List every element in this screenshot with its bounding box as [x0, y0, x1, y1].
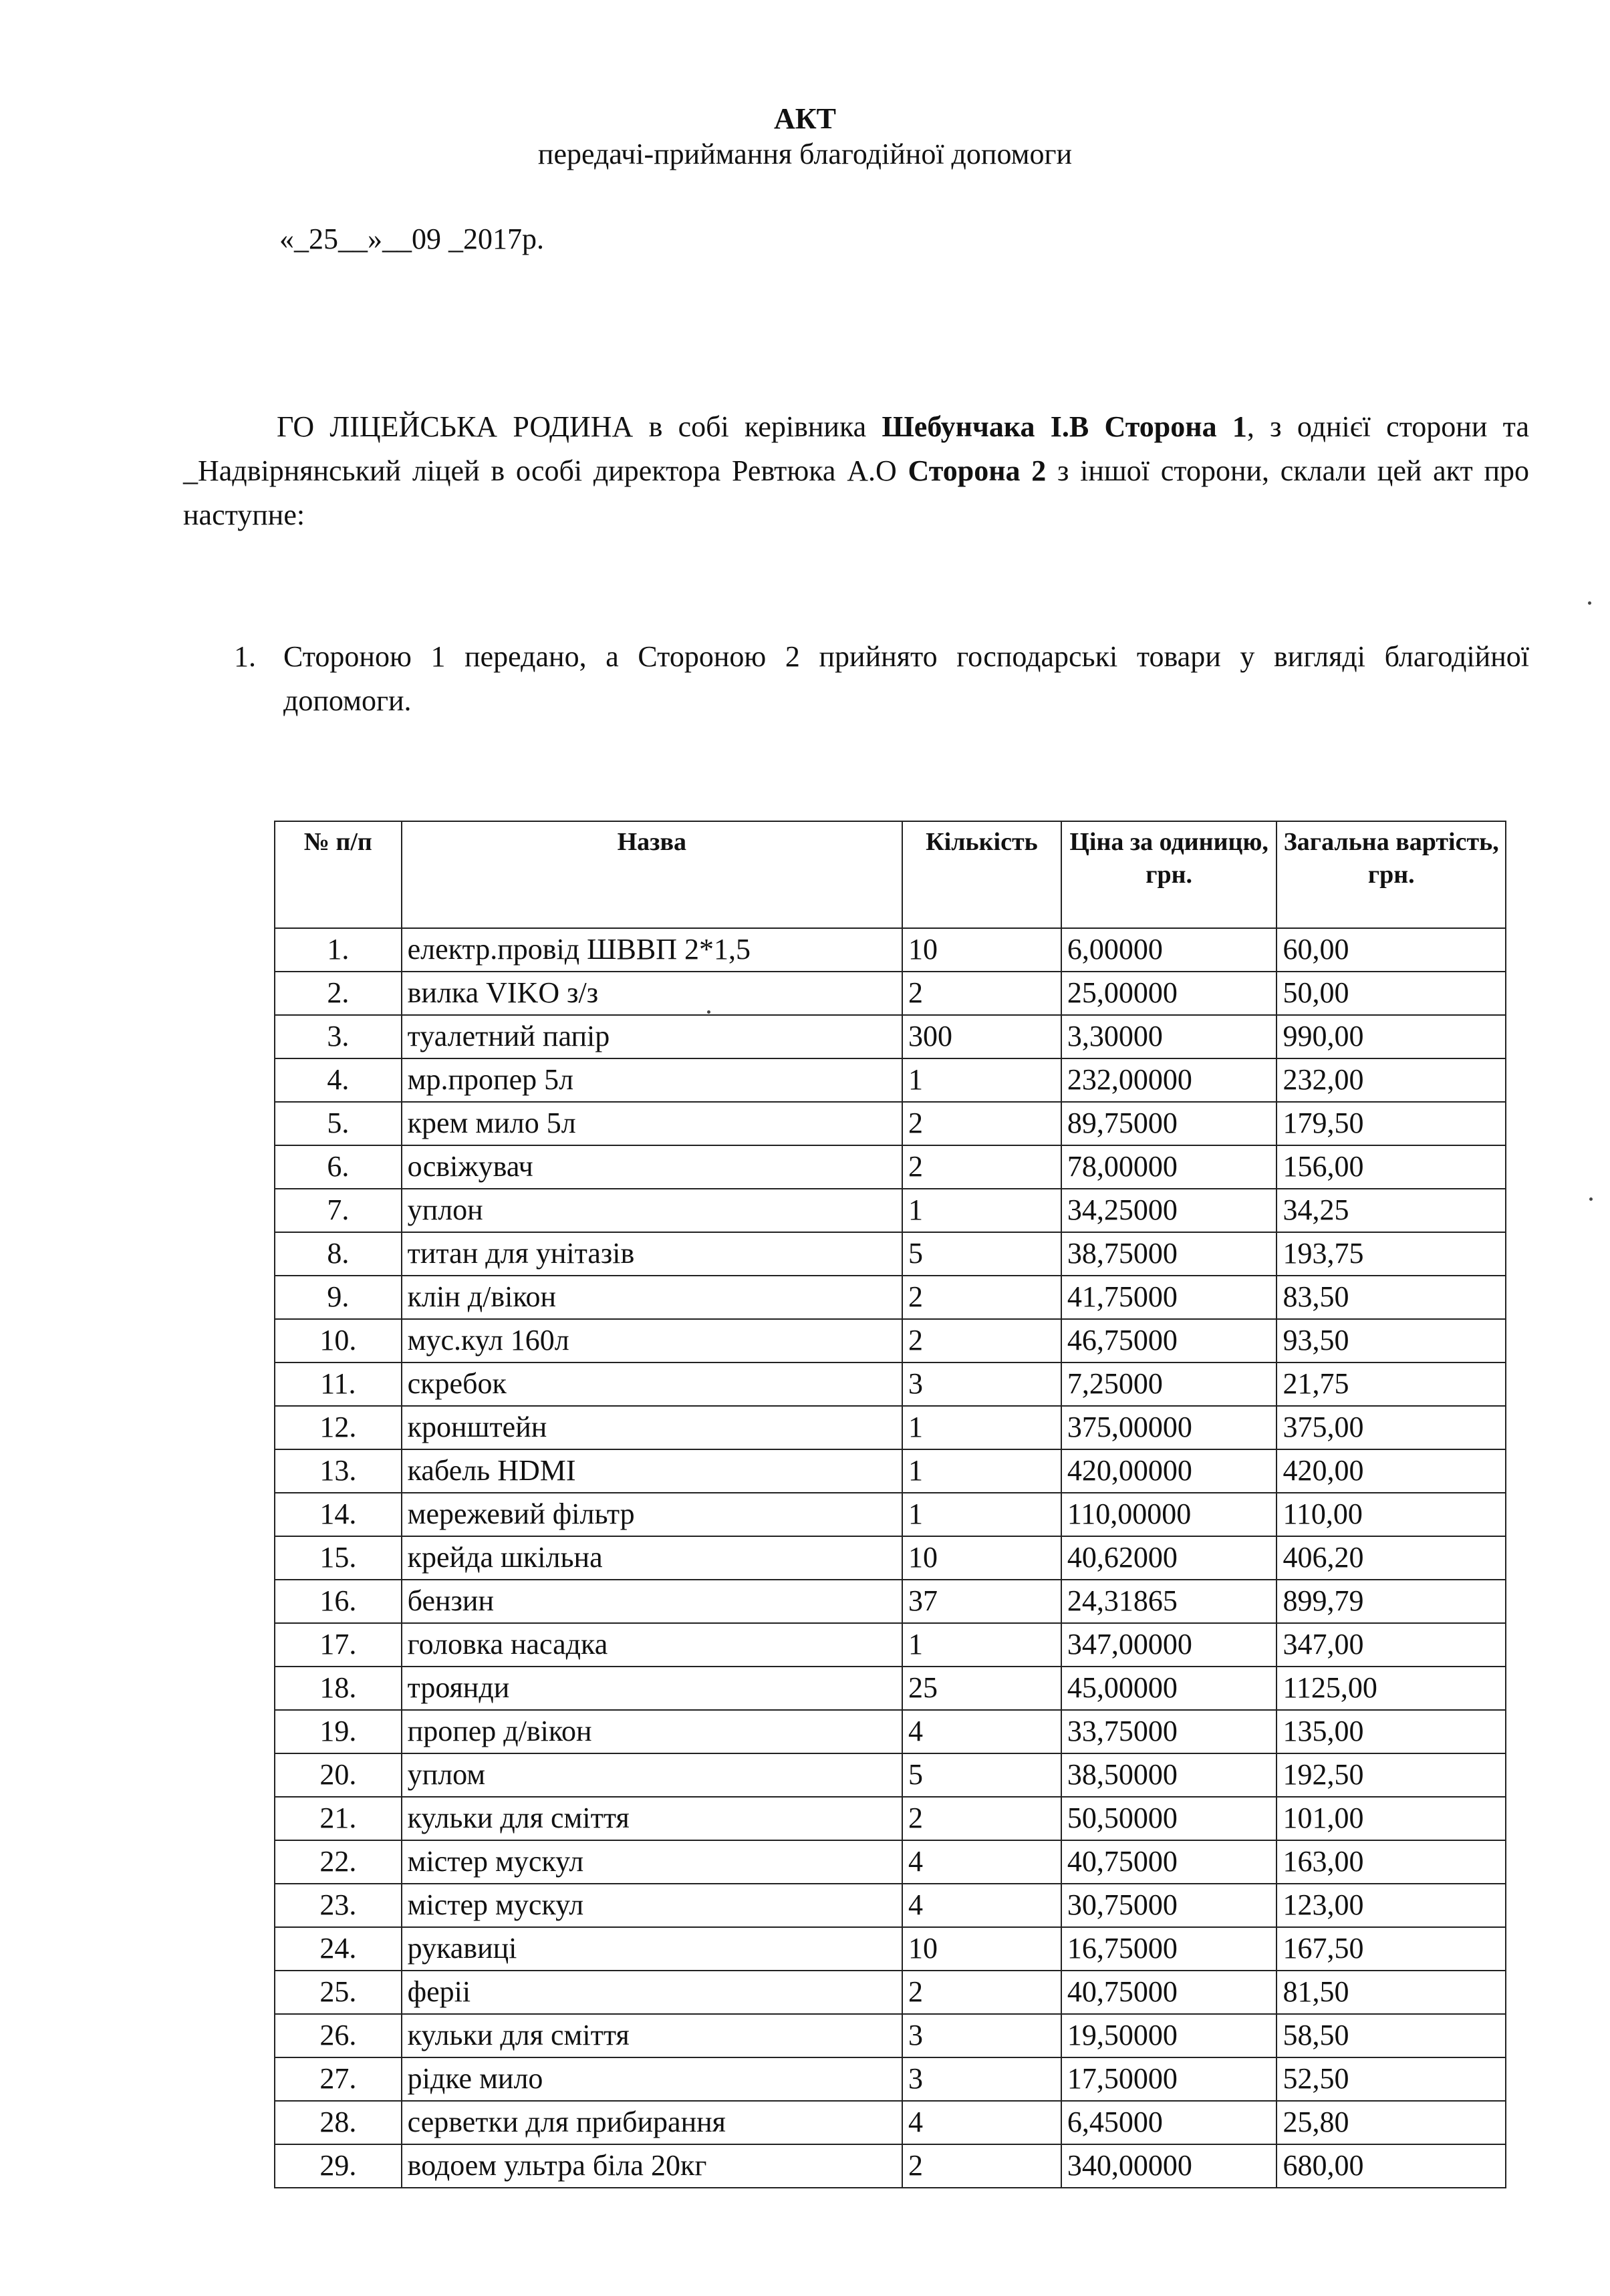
cell-name: серветки для прибирання: [402, 2101, 902, 2144]
scan-speck: [1589, 1197, 1593, 1201]
cell-total: 167,50: [1277, 1927, 1506, 1971]
cell-quantity: 2: [902, 1971, 1061, 2014]
cell-name: уплон: [402, 1189, 902, 1232]
table-row: [275, 1362, 1506, 1406]
cell-quantity: 2: [902, 1102, 1061, 1145]
cell-number: 27.: [275, 2057, 402, 2101]
table-row: [275, 1884, 1506, 1927]
cell-unit-price: 420,00000: [1061, 1449, 1277, 1493]
cell-number: 3.: [275, 1015, 402, 1058]
cell-name: феріі: [402, 1971, 902, 2014]
intro-party-1: Шебунчака І.В Сторона 1: [882, 410, 1247, 443]
cell-number: 1.: [275, 928, 402, 972]
table-row: [275, 1710, 1506, 1753]
clause-1: [234, 635, 1529, 723]
cell-name: кульки для сміття: [402, 1797, 902, 1840]
cell-unit-price: 40,75000: [1061, 1840, 1277, 1884]
cell-number: 29.: [275, 2144, 402, 2188]
cell-name: титан для унітазів: [402, 1232, 902, 1276]
cell-unit-price: 110,00000: [1061, 1493, 1277, 1536]
cell-unit-price: 78,00000: [1061, 1145, 1277, 1189]
cell-unit-price: 41,75000: [1061, 1276, 1277, 1319]
cell-unit-price: 375,00000: [1061, 1406, 1277, 1449]
cell-quantity: 10: [902, 1536, 1061, 1580]
table-row: [275, 2144, 1506, 2188]
cell-unit-price: 347,00000: [1061, 1623, 1277, 1667]
table-row: [275, 1189, 1506, 1232]
cell-name: крейда шкільна: [402, 1536, 902, 1580]
cell-total: 101,00: [1277, 1797, 1506, 1840]
table-row: [275, 1753, 1506, 1797]
table-row: [275, 1015, 1506, 1058]
cell-name: водоем ультра біла 20кг: [402, 2144, 902, 2188]
cell-name: мр.пропер 5л: [402, 1058, 902, 1102]
cell-quantity: 2: [902, 2144, 1061, 2188]
table-row: [275, 928, 1506, 972]
cell-unit-price: 34,25000: [1061, 1189, 1277, 1232]
cell-unit-price: 38,50000: [1061, 1753, 1277, 1797]
cell-unit-price: 3,30000: [1061, 1015, 1277, 1058]
cell-number: 9.: [275, 1276, 402, 1319]
cell-number: 17.: [275, 1623, 402, 1667]
cell-unit-price: 232,00000: [1061, 1058, 1277, 1102]
cell-total: 93,50: [1277, 1319, 1506, 1362]
cell-quantity: 5: [902, 1753, 1061, 1797]
cell-name: троянди: [402, 1667, 902, 1710]
cell-number: 20.: [275, 1753, 402, 1797]
table-body: [275, 928, 1506, 2188]
cell-name: скребок: [402, 1362, 902, 1406]
cell-name: пропер д/вікон: [402, 1710, 902, 1753]
cell-unit-price: 17,50000: [1061, 2057, 1277, 2101]
cell-total: 990,00: [1277, 1015, 1506, 1058]
cell-unit-price: 6,00000: [1061, 928, 1277, 972]
cell-number: 21.: [275, 1797, 402, 1840]
cell-number: 8.: [275, 1232, 402, 1276]
cell-total: 156,00: [1277, 1145, 1506, 1189]
cell-quantity: 10: [902, 928, 1061, 972]
cell-number: 28.: [275, 2101, 402, 2144]
intro-party-2: Сторона 2: [908, 454, 1047, 487]
table-row: [275, 2101, 1506, 2144]
cell-total: 135,00: [1277, 1710, 1506, 1753]
goods-table: [274, 821, 1506, 2188]
cell-name: клін д/вікон: [402, 1276, 902, 1319]
cell-total: 25,80: [1277, 2101, 1506, 2144]
cell-name: кульки для сміття: [402, 2014, 902, 2057]
cell-quantity: 37: [902, 1580, 1061, 1623]
cell-number: 11.: [275, 1362, 402, 1406]
cell-number: 15.: [275, 1536, 402, 1580]
table-row: [275, 1971, 1506, 2014]
cell-name: бензин: [402, 1580, 902, 1623]
cell-number: 23.: [275, 1884, 402, 1927]
intro-part-2: , з однієї сторони та _Надвірнянський ліцей в особі директора Ревтюка А.О: [183, 410, 1529, 487]
cell-total: 406,20: [1277, 1536, 1506, 1580]
header-number: № п/п: [275, 821, 402, 928]
cell-quantity: 1: [902, 1406, 1061, 1449]
cell-quantity: 5: [902, 1232, 1061, 1276]
table-row: [275, 1232, 1506, 1276]
cell-total: 347,00: [1277, 1623, 1506, 1667]
header-total: Загальна вартість, грн.: [1277, 821, 1506, 928]
cell-name: мус.кул 160л: [402, 1319, 902, 1362]
header-name: Назва: [402, 821, 902, 928]
cell-total: 193,75: [1277, 1232, 1506, 1276]
cell-total: 58,50: [1277, 2014, 1506, 2057]
cell-quantity: 2: [902, 1145, 1061, 1189]
clause-1-number: 1.: [234, 640, 256, 673]
cell-number: 22.: [275, 1840, 402, 1884]
cell-total: 163,00: [1277, 1840, 1506, 1884]
cell-name: вилка VIKO з/з: [402, 972, 902, 1015]
cell-number: 13.: [275, 1449, 402, 1493]
document-title: АКТ: [773, 102, 837, 135]
cell-total: 34,25: [1277, 1189, 1506, 1232]
cell-name: мережевий фільтр: [402, 1493, 902, 1536]
cell-name: електр.провід ШВВП 2*1,5: [402, 928, 902, 972]
table-row: [275, 1276, 1506, 1319]
cell-total: 81,50: [1277, 1971, 1506, 2014]
cell-quantity: 2: [902, 1276, 1061, 1319]
cell-number: 16.: [275, 1580, 402, 1623]
cell-number: 10.: [275, 1319, 402, 1362]
cell-quantity: 1: [902, 1623, 1061, 1667]
cell-total: 420,00: [1277, 1449, 1506, 1493]
clause-1-text: Стороною 1 передано, а Стороною 2 прийнято господарські товари у вигляді благодійної допомоги.: [283, 640, 1529, 717]
cell-total: 60,00: [1277, 928, 1506, 972]
cell-quantity: 1: [902, 1189, 1061, 1232]
cell-number: 26.: [275, 2014, 402, 2057]
header-quantity: Кількість: [902, 821, 1061, 928]
cell-total: 680,00: [1277, 2144, 1506, 2188]
cell-number: 25.: [275, 1971, 402, 2014]
cell-unit-price: 45,00000: [1061, 1667, 1277, 1710]
cell-total: 21,75: [1277, 1362, 1506, 1406]
cell-number: 4.: [275, 1058, 402, 1102]
cell-total: 1125,00: [1277, 1667, 1506, 1710]
table-row: [275, 1449, 1506, 1493]
cell-quantity: 1: [902, 1058, 1061, 1102]
cell-total: 110,00: [1277, 1493, 1506, 1536]
intro-part-3: з іншої сторони, склали цей акт про наступне:: [183, 454, 1529, 531]
cell-name: рідке мило: [402, 2057, 902, 2101]
table-row: [275, 1058, 1506, 1102]
table-row: [275, 1840, 1506, 1884]
cell-unit-price: 38,75000: [1061, 1232, 1277, 1276]
cell-number: 2.: [275, 972, 402, 1015]
cell-number: 6.: [275, 1145, 402, 1189]
cell-name: рукавиці: [402, 1927, 902, 1971]
cell-total: 192,50: [1277, 1753, 1506, 1797]
cell-unit-price: 46,75000: [1061, 1319, 1277, 1362]
table-row: [275, 1623, 1506, 1667]
table-row: [275, 1319, 1506, 1362]
cell-total: 232,00: [1277, 1058, 1506, 1102]
cell-unit-price: 40,62000: [1061, 1536, 1277, 1580]
table-row: [275, 1493, 1506, 1536]
cell-total: 52,50: [1277, 2057, 1506, 2101]
table-row: [275, 1145, 1506, 1189]
cell-number: 7.: [275, 1189, 402, 1232]
cell-quantity: 1: [902, 1449, 1061, 1493]
intro-paragraph: [183, 405, 1529, 537]
table-row: [275, 2014, 1506, 2057]
cell-number: 19.: [275, 1710, 402, 1753]
cell-quantity: 3: [902, 2057, 1061, 2101]
cell-quantity: 10: [902, 1927, 1061, 1971]
cell-number: 12.: [275, 1406, 402, 1449]
cell-unit-price: 33,75000: [1061, 1710, 1277, 1753]
cell-quantity: 4: [902, 1840, 1061, 1884]
cell-quantity: 3: [902, 2014, 1061, 2057]
table-row: [275, 1580, 1506, 1623]
table-row: [275, 1927, 1506, 1971]
cell-name: крем мило 5л: [402, 1102, 902, 1145]
cell-unit-price: 25,00000: [1061, 972, 1277, 1015]
table-row: [275, 972, 1506, 1015]
cell-unit-price: 6,45000: [1061, 2101, 1277, 2144]
cell-name: головка насадка: [402, 1623, 902, 1667]
document-date: «_25__»__09 _2017р.: [279, 223, 544, 255]
cell-unit-price: 50,50000: [1061, 1797, 1277, 1840]
cell-name: кронштейн: [402, 1406, 902, 1449]
cell-quantity: 25: [902, 1667, 1061, 1710]
cell-unit-price: 7,25000: [1061, 1362, 1277, 1406]
cell-quantity: 2: [902, 1797, 1061, 1840]
cell-number: 5.: [275, 1102, 402, 1145]
cell-unit-price: 24,31865: [1061, 1580, 1277, 1623]
cell-quantity: 1: [902, 1493, 1061, 1536]
cell-name: містер мускул: [402, 1840, 902, 1884]
cell-total: 123,00: [1277, 1884, 1506, 1927]
cell-name: уплом: [402, 1753, 902, 1797]
cell-unit-price: 89,75000: [1061, 1102, 1277, 1145]
table-row: [275, 1102, 1506, 1145]
cell-total: 179,50: [1277, 1102, 1506, 1145]
cell-unit-price: 340,00000: [1061, 2144, 1277, 2188]
cell-total: 899,79: [1277, 1580, 1506, 1623]
cell-total: 50,00: [1277, 972, 1506, 1015]
cell-number: 14.: [275, 1493, 402, 1536]
cell-total: 375,00: [1277, 1406, 1506, 1449]
cell-name: кабель HDMI: [402, 1449, 902, 1493]
cell-number: 18.: [275, 1667, 402, 1710]
intro-part-1: ГО ЛІЦЕЙСЬКА РОДИНА в собі керівника: [277, 410, 882, 443]
scan-speck: [1588, 601, 1591, 605]
cell-name: містер мускул: [402, 1884, 902, 1927]
table-row: [275, 1536, 1506, 1580]
header-unit-price: Ціна за одиницю, грн.: [1061, 821, 1277, 928]
table-row: [275, 2057, 1506, 2101]
cell-quantity: 4: [902, 1710, 1061, 1753]
cell-quantity: 4: [902, 1884, 1061, 1927]
cell-unit-price: 30,75000: [1061, 1884, 1277, 1927]
table-row: [275, 1667, 1506, 1710]
cell-total: 83,50: [1277, 1276, 1506, 1319]
table-row: [275, 1797, 1506, 1840]
cell-unit-price: 40,75000: [1061, 1971, 1277, 2014]
cell-quantity: 4: [902, 2101, 1061, 2144]
cell-name: освіжувач: [402, 1145, 902, 1189]
cell-name: туалетний папір: [402, 1015, 902, 1058]
cell-unit-price: 16,75000: [1061, 1927, 1277, 1971]
cell-quantity: 3: [902, 1362, 1061, 1406]
cell-number: 24.: [275, 1927, 402, 1971]
cell-unit-price: 19,50000: [1061, 2014, 1277, 2057]
cell-quantity: 2: [902, 1319, 1061, 1362]
cell-quantity: 300: [902, 1015, 1061, 1058]
table-row: [275, 1406, 1506, 1449]
cell-quantity: 2: [902, 972, 1061, 1015]
scan-speck: [707, 1010, 710, 1014]
table-header-row: [275, 821, 1506, 928]
document-subtitle: передачі-приймання благодійної допомоги: [537, 138, 1073, 170]
